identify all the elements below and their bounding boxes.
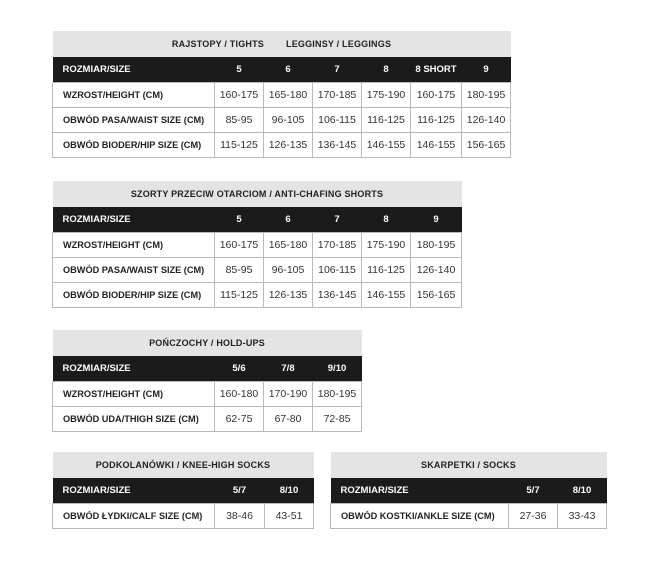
cell-value: 27-36 bbox=[509, 504, 558, 529]
header-size: 8/10 bbox=[558, 478, 607, 504]
socks-header-row bbox=[331, 478, 607, 504]
cell-value: 156-165 bbox=[411, 283, 462, 308]
cell-value: 180-195 bbox=[313, 382, 362, 407]
cell-value: 136-145 bbox=[313, 133, 362, 158]
cell-value: 156-165 bbox=[462, 133, 511, 158]
row-label: OBWÓD PASA/WAIST SIZE (CM) bbox=[53, 108, 215, 133]
cell-value: 180-195 bbox=[462, 83, 511, 108]
cell-value: 96-105 bbox=[264, 258, 313, 283]
cell-value: 115-125 bbox=[215, 133, 264, 158]
cell-value: 175-190 bbox=[362, 233, 411, 258]
cell-value: 62-75 bbox=[215, 407, 264, 432]
cell-value: 160-175 bbox=[215, 83, 264, 108]
cell-value: 85-95 bbox=[215, 258, 264, 283]
tights-size-table bbox=[52, 31, 511, 158]
holdups-size-table bbox=[52, 330, 362, 432]
cell-value: 43-51 bbox=[265, 504, 314, 529]
header-size: 9 bbox=[411, 207, 462, 233]
row-label: OBWÓD UDA/THIGH SIZE (CM) bbox=[53, 407, 215, 432]
cell-value: 96-105 bbox=[264, 108, 313, 133]
row-label: WZROST/HEIGHT (CM) bbox=[53, 233, 215, 258]
header-label: ROZMIAR/SIZE bbox=[331, 478, 509, 504]
cell-value: 126-135 bbox=[264, 283, 313, 308]
header-size: 5/6 bbox=[215, 356, 264, 382]
cell-value: 85-95 bbox=[215, 108, 264, 133]
table-row bbox=[53, 504, 314, 529]
cell-value: 146-155 bbox=[362, 283, 411, 308]
cell-value: 67-80 bbox=[264, 407, 313, 432]
header-size: 5 bbox=[215, 207, 264, 233]
shorts-table-title: SZORTY PRZECIW OTARCIOM / ANTI-CHAFING SHORTS bbox=[53, 181, 462, 207]
header-size: 8 bbox=[362, 207, 411, 233]
cell-value: 170-190 bbox=[264, 382, 313, 407]
header-size: 8 SHORT bbox=[411, 57, 462, 83]
header-size: 8/10 bbox=[265, 478, 314, 504]
table-row bbox=[331, 504, 607, 529]
row-label: OBWÓD KOSTKI/ANKLE SIZE (CM) bbox=[331, 504, 509, 529]
cell-value: 136-145 bbox=[313, 283, 362, 308]
cell-value: 116-125 bbox=[411, 108, 462, 133]
holdups-table-title: POŃCZOCHY / HOLD-UPS bbox=[53, 330, 362, 356]
cell-value: 180-195 bbox=[411, 233, 462, 258]
socks-table-title: SKARPETKI / SOCKS bbox=[331, 452, 607, 478]
table-row bbox=[53, 407, 362, 432]
header-size: 5 bbox=[215, 57, 264, 83]
cell-value: 146-155 bbox=[362, 133, 411, 158]
row-label: OBWÓD PASA/WAIST SIZE (CM) bbox=[53, 258, 215, 283]
table-row bbox=[53, 233, 462, 258]
row-label: WZROST/HEIGHT (CM) bbox=[53, 382, 215, 407]
tights-title-left: RAJSTOPY / TIGHTS bbox=[171, 39, 264, 49]
table-row bbox=[53, 258, 462, 283]
row-label: OBWÓD ŁYDKI/CALF SIZE (CM) bbox=[53, 504, 215, 529]
header-size: 6 bbox=[264, 207, 313, 233]
header-size: 6 bbox=[264, 57, 313, 83]
cell-value: 126-135 bbox=[264, 133, 313, 158]
cell-value: 106-115 bbox=[313, 258, 362, 283]
cell-value: 115-125 bbox=[215, 283, 264, 308]
holdups-header-row bbox=[53, 356, 362, 382]
table-row bbox=[53, 108, 511, 133]
cell-value: 116-125 bbox=[362, 108, 411, 133]
table-row bbox=[53, 283, 462, 308]
shorts-header-row bbox=[53, 207, 462, 233]
cell-value: 116-125 bbox=[362, 258, 411, 283]
header-size: 9/10 bbox=[313, 356, 362, 382]
header-size: 9 bbox=[462, 57, 511, 83]
header-size: 5/7 bbox=[215, 478, 265, 504]
header-label: ROZMIAR/SIZE bbox=[53, 356, 215, 382]
cell-value: 106-115 bbox=[313, 108, 362, 133]
row-label: OBWÓD BIODER/HIP SIZE (CM) bbox=[53, 133, 215, 158]
cell-value: 160-175 bbox=[411, 83, 462, 108]
cell-value: 126-140 bbox=[411, 258, 462, 283]
header-size: 8 bbox=[362, 57, 411, 83]
cell-value: 38-46 bbox=[215, 504, 265, 529]
table-row bbox=[53, 83, 511, 108]
cell-value: 160-175 bbox=[215, 233, 264, 258]
tights-header-row bbox=[53, 57, 511, 83]
row-label: WZROST/HEIGHT (CM) bbox=[53, 83, 215, 108]
header-label: ROZMIAR/SIZE bbox=[53, 478, 215, 504]
row-label: OBWÓD BIODER/HIP SIZE (CM) bbox=[53, 283, 215, 308]
shorts-size-table bbox=[52, 181, 462, 308]
header-size: 7 bbox=[313, 207, 362, 233]
tights-title-right: LEGGINSY / LEGGINGS bbox=[286, 39, 392, 49]
cell-value: 165-180 bbox=[264, 233, 313, 258]
tights-table-title bbox=[53, 31, 511, 57]
kneehigh-header-row bbox=[53, 478, 314, 504]
cell-value: 126-140 bbox=[462, 108, 511, 133]
cell-value: 170-185 bbox=[313, 233, 362, 258]
table-row bbox=[53, 133, 511, 158]
socks-size-table bbox=[330, 452, 607, 529]
cell-value: 165-180 bbox=[264, 83, 313, 108]
kneehigh-size-table bbox=[52, 452, 314, 529]
cell-value: 146-155 bbox=[411, 133, 462, 158]
kneehigh-table-title: PODKOLANÓWKI / KNEE-HIGH SOCKS bbox=[53, 452, 314, 478]
header-label: ROZMIAR/SIZE bbox=[53, 207, 215, 233]
header-size: 5/7 bbox=[509, 478, 558, 504]
cell-value: 160-180 bbox=[215, 382, 264, 407]
cell-value: 33-43 bbox=[558, 504, 607, 529]
header-label: ROZMIAR/SIZE bbox=[53, 57, 215, 83]
cell-value: 72-85 bbox=[313, 407, 362, 432]
header-size: 7 bbox=[313, 57, 362, 83]
table-row bbox=[53, 382, 362, 407]
header-size: 7/8 bbox=[264, 356, 313, 382]
cell-value: 175-190 bbox=[362, 83, 411, 108]
cell-value: 170-185 bbox=[313, 83, 362, 108]
